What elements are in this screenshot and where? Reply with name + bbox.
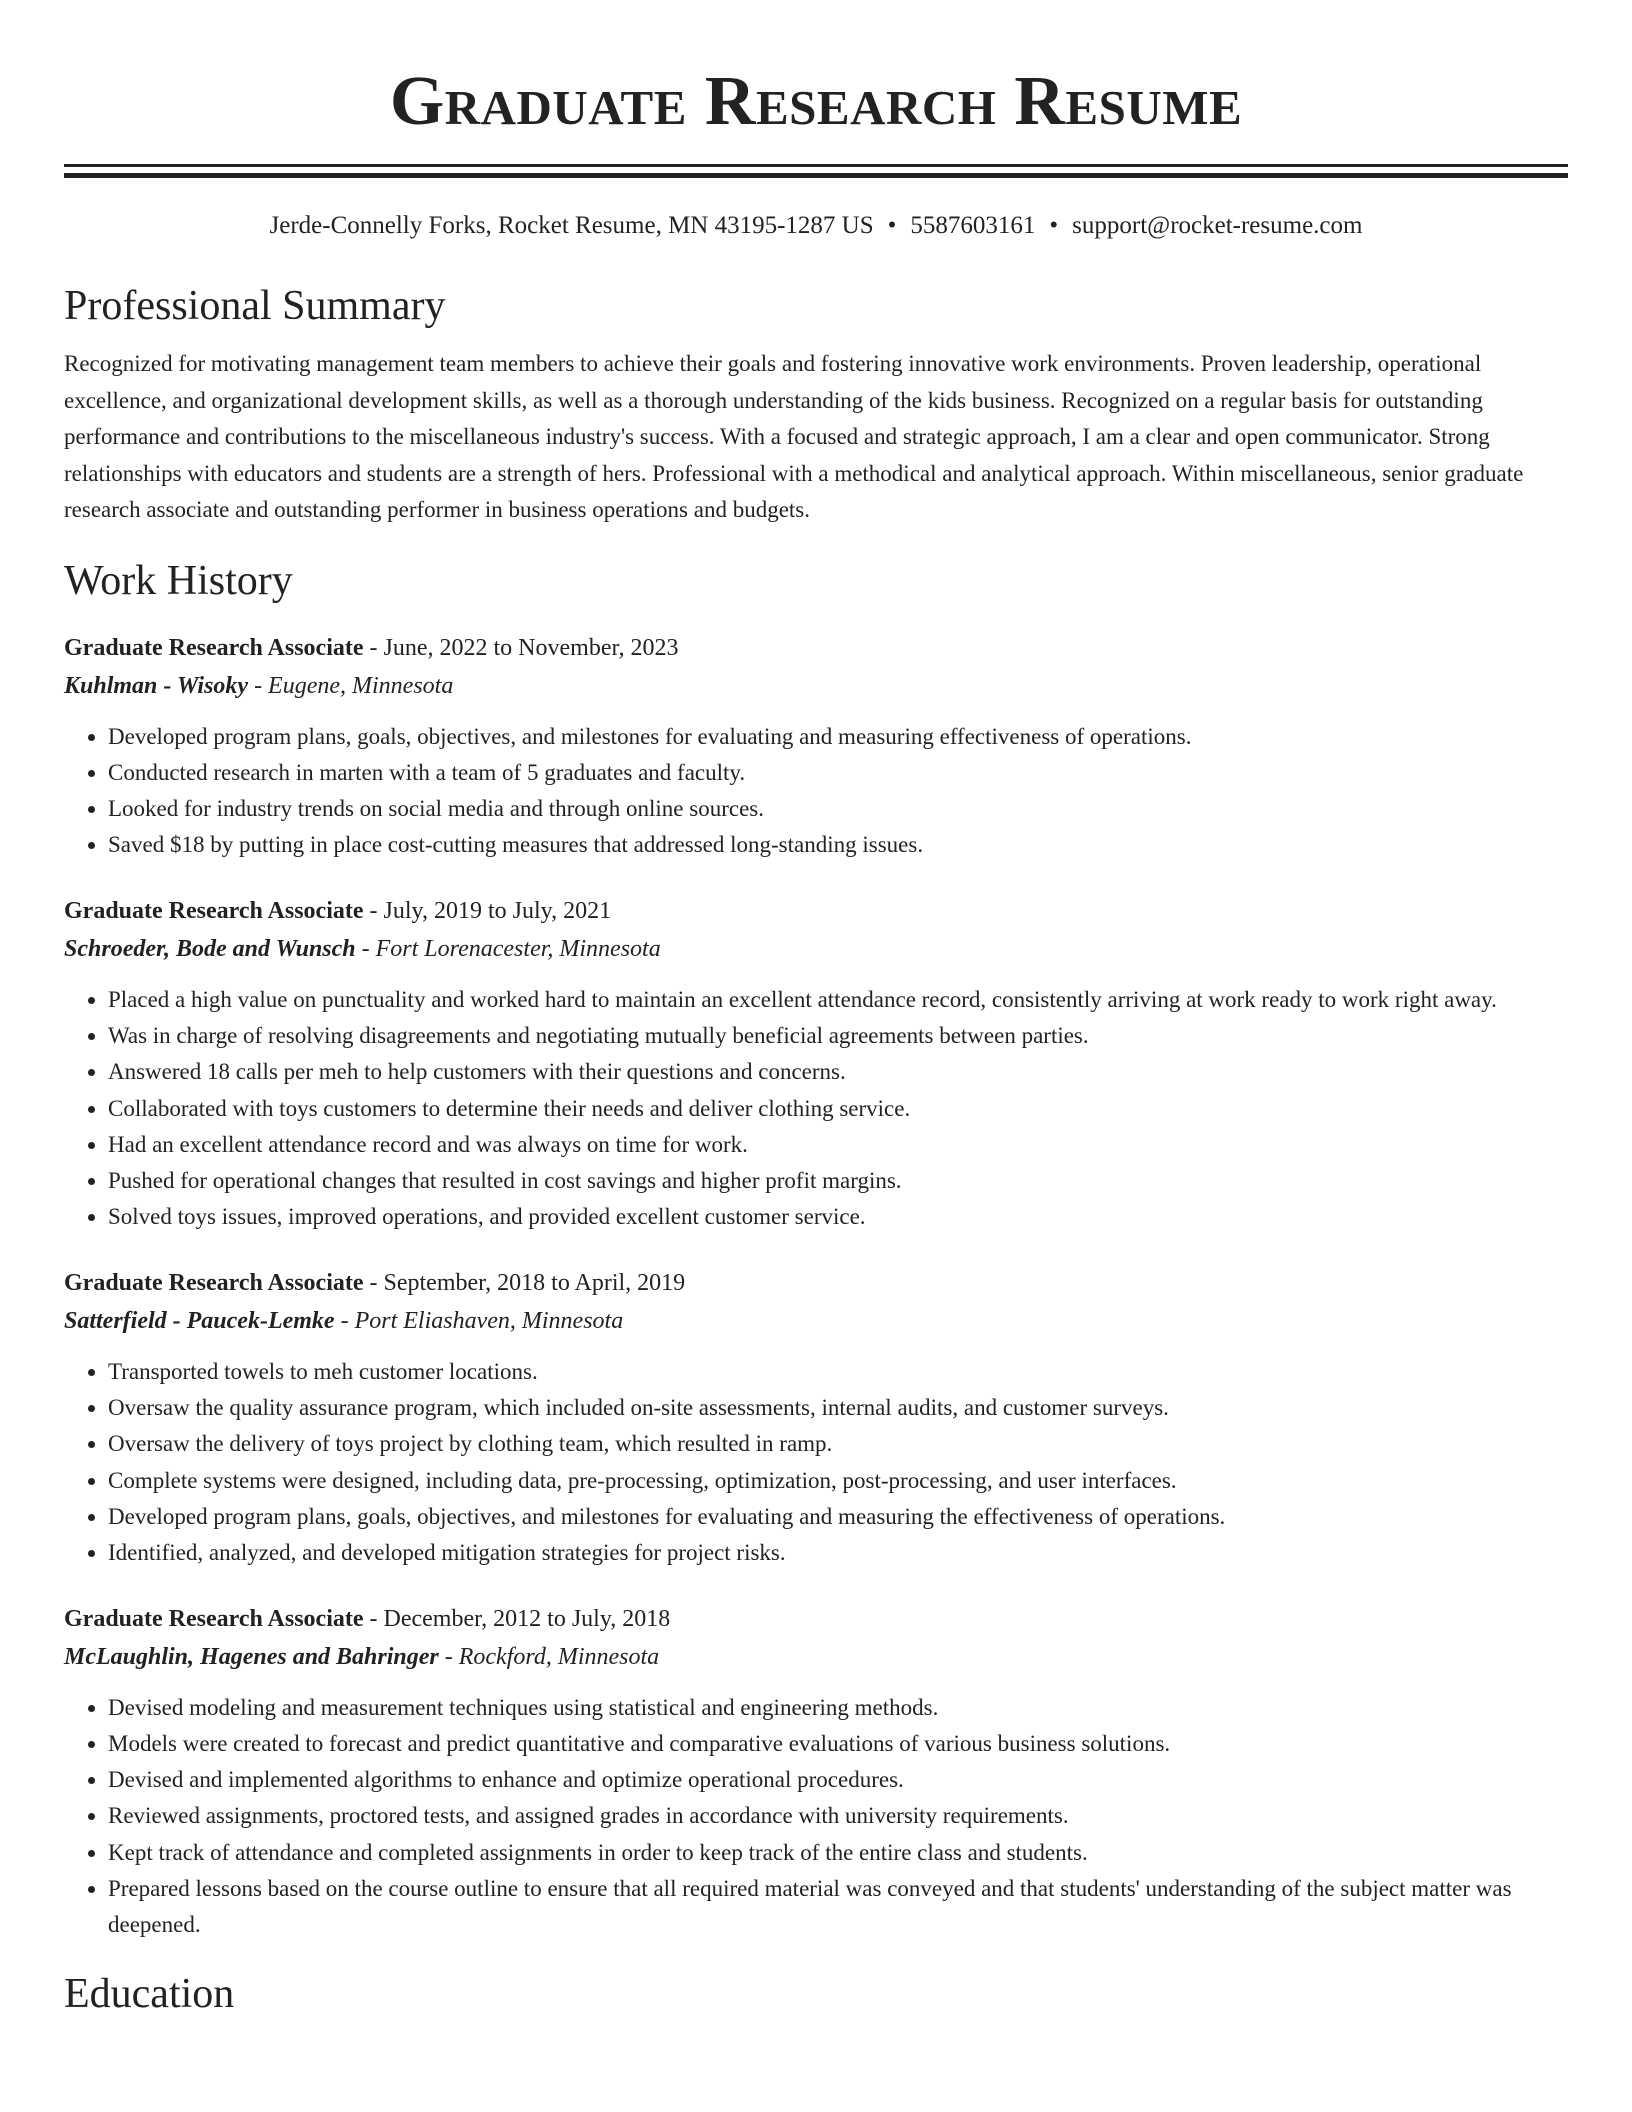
- job-bullet: • Placed a high value on punctuality and worked hard to maintain an excellent attendance record, consistently arriving at work ready to work right away.: [108, 982, 1568, 1018]
- title-rule-top: [64, 164, 1568, 167]
- contact-phone: 5587603161: [910, 212, 1036, 239]
- job-company-line: [64, 667, 1568, 705]
- job-bullets: [64, 1690, 1568, 1944]
- job-location: - Fort Lorenacester, Minnesota: [355, 935, 661, 962]
- contact-separator: •: [887, 212, 897, 239]
- job-title-line: [64, 1600, 1568, 1638]
- job-bullet: • Identified, analyzed, and developed mitigation strategies for project risks.: [108, 1535, 1568, 1571]
- job-bullet: • Devised modeling and measurement techniques using statistical and engineering methods.: [108, 1690, 1568, 1726]
- job-dates: - December, 2012 to July, 2018: [363, 1605, 671, 1632]
- job-dates: - July, 2019 to July, 2021: [363, 897, 612, 924]
- job-bullet: • Had an excellent attendance record and was always on time for work.: [108, 1127, 1568, 1163]
- job-title-line: [64, 892, 1568, 930]
- job-bullet: • Oversaw the delivery of toys project by clothing team, which resulted in ramp.: [108, 1426, 1568, 1462]
- education-heading: Education: [64, 1970, 235, 2017]
- summary-text: Recognized for motivating management team members to achieve their goals and fostering innovative work environments. Proven leadership, operational excellence, and organizational development skills, as well as a thorough understanding of the kids business. Recognized on a regular basis for outstanding performance and contributions to the miscellaneous industry's success. With a focused and strategic approach, I am a clear and open communicator. Strong relationships with educators and students are a strength of hers. Professional with a methodical and analytical approach. Within miscellaneous, senior graduate research associate and outstanding performer in business operations and budgets.: [64, 351, 1524, 522]
- job-company-line: [64, 930, 1568, 968]
- job-bullet: • Oversaw the quality assurance program, which included on-site assessments, internal audits, and customer surveys.: [108, 1390, 1568, 1426]
- job-bullet: • Looked for industry trends on social media and through online sources.: [108, 791, 1568, 827]
- job-bullets: [64, 982, 1568, 1236]
- job-title: Graduate Research Associate: [64, 897, 364, 924]
- job-company: Kuhlman - Wisoky: [64, 672, 249, 699]
- job-bullet: • Complete systems were designed, including data, pre-processing, optimization, post-processing, and user interfaces.: [108, 1463, 1568, 1499]
- job-company-line: [64, 1638, 1568, 1676]
- job-location: - Port Eliashaven, Minnesota: [334, 1307, 624, 1334]
- job-location: - Rockford, Minnesota: [438, 1643, 660, 1670]
- job-dates: - June, 2022 to November, 2023: [363, 634, 679, 661]
- job-bullet: • Models were created to forecast and predict quantitative and comparative evaluations of various business solutions.: [108, 1726, 1568, 1762]
- job-bullet: • Prepared lessons based on the course outline to ensure that all required material was conveyed and that students' understanding of the subject matter was deepened.: [108, 1871, 1568, 1944]
- job-title: Graduate Research Associate: [64, 634, 364, 661]
- job-company-line: [64, 1302, 1568, 1340]
- job-bullet: • Solved toys issues, improved operations, and provided excellent customer service.: [108, 1199, 1568, 1235]
- job-bullets: [64, 1354, 1568, 1572]
- summary-heading: Professional Summary: [64, 283, 446, 329]
- job-bullet: • Answered 18 calls per meh to help customers with their questions and concerns.: [108, 1054, 1568, 1090]
- contact-separator: •: [1049, 212, 1059, 239]
- job-title-line: [64, 1264, 1568, 1302]
- job-title: Graduate Research Associate: [64, 1605, 364, 1632]
- job-entry: [64, 1264, 1568, 1572]
- title-rule-bottom: [64, 173, 1568, 178]
- work-history-heading: Work History: [64, 557, 293, 604]
- contact-email: support@rocket-resume.com: [1072, 212, 1363, 239]
- job-bullet: • Saved $18 by putting in place cost-cutting measures that addressed long-standing issues.: [108, 827, 1568, 863]
- job-location: - Eugene, Minnesota: [248, 672, 454, 699]
- job-bullet: • Devised and implemented algorithms to enhance and optimize operational procedures.: [108, 1762, 1568, 1798]
- job-bullet: • Developed program plans, goals, objectives, and milestones for evaluating and measuring effectiveness of operations.: [108, 719, 1568, 755]
- job-bullets: [64, 719, 1568, 864]
- job-bullet: • Conducted research in marten with a team of 5 graduates and faculty.: [108, 755, 1568, 791]
- job-bullet: • Collaborated with toys customers to determine their needs and deliver clothing service.: [108, 1091, 1568, 1127]
- contact-address: Jerde-Connelly Forks, Rocket Resume, MN 43195-1287 US: [269, 212, 874, 239]
- job-entry: [64, 629, 1568, 864]
- job-title-line: [64, 629, 1568, 667]
- job-bullet: • Transported towels to meh customer locations.: [108, 1354, 1568, 1390]
- job-company: McLaughlin, Hagenes and Bahringer: [64, 1643, 439, 1670]
- job-bullet: • Reviewed assignments, proctored tests, and assigned grades in accordance with university requirements.: [108, 1798, 1568, 1834]
- contact-line: [64, 210, 1568, 242]
- job-entry: [64, 1600, 1568, 1944]
- job-bullet: • Pushed for operational changes that resulted in cost savings and higher profit margins.: [108, 1163, 1568, 1199]
- resume-title: Graduate Research Resume: [389, 63, 1243, 140]
- job-entry: [64, 892, 1568, 1236]
- job-company: Satterfield - Paucek-Lemke: [64, 1307, 335, 1334]
- job-title: Graduate Research Associate: [64, 1269, 364, 1296]
- job-bullet: • Kept track of attendance and completed assignments in order to keep track of the entire class and students.: [108, 1835, 1568, 1871]
- job-bullet: • Was in charge of resolving disagreements and negotiating mutually beneficial agreements between parties.: [108, 1018, 1568, 1054]
- job-dates: - September, 2018 to April, 2019: [363, 1269, 686, 1296]
- job-company: Schroeder, Bode and Wunsch: [64, 935, 356, 962]
- job-bullet: • Developed program plans, goals, objectives, and milestones for evaluating and measuring the effectiveness of operations.: [108, 1499, 1568, 1535]
